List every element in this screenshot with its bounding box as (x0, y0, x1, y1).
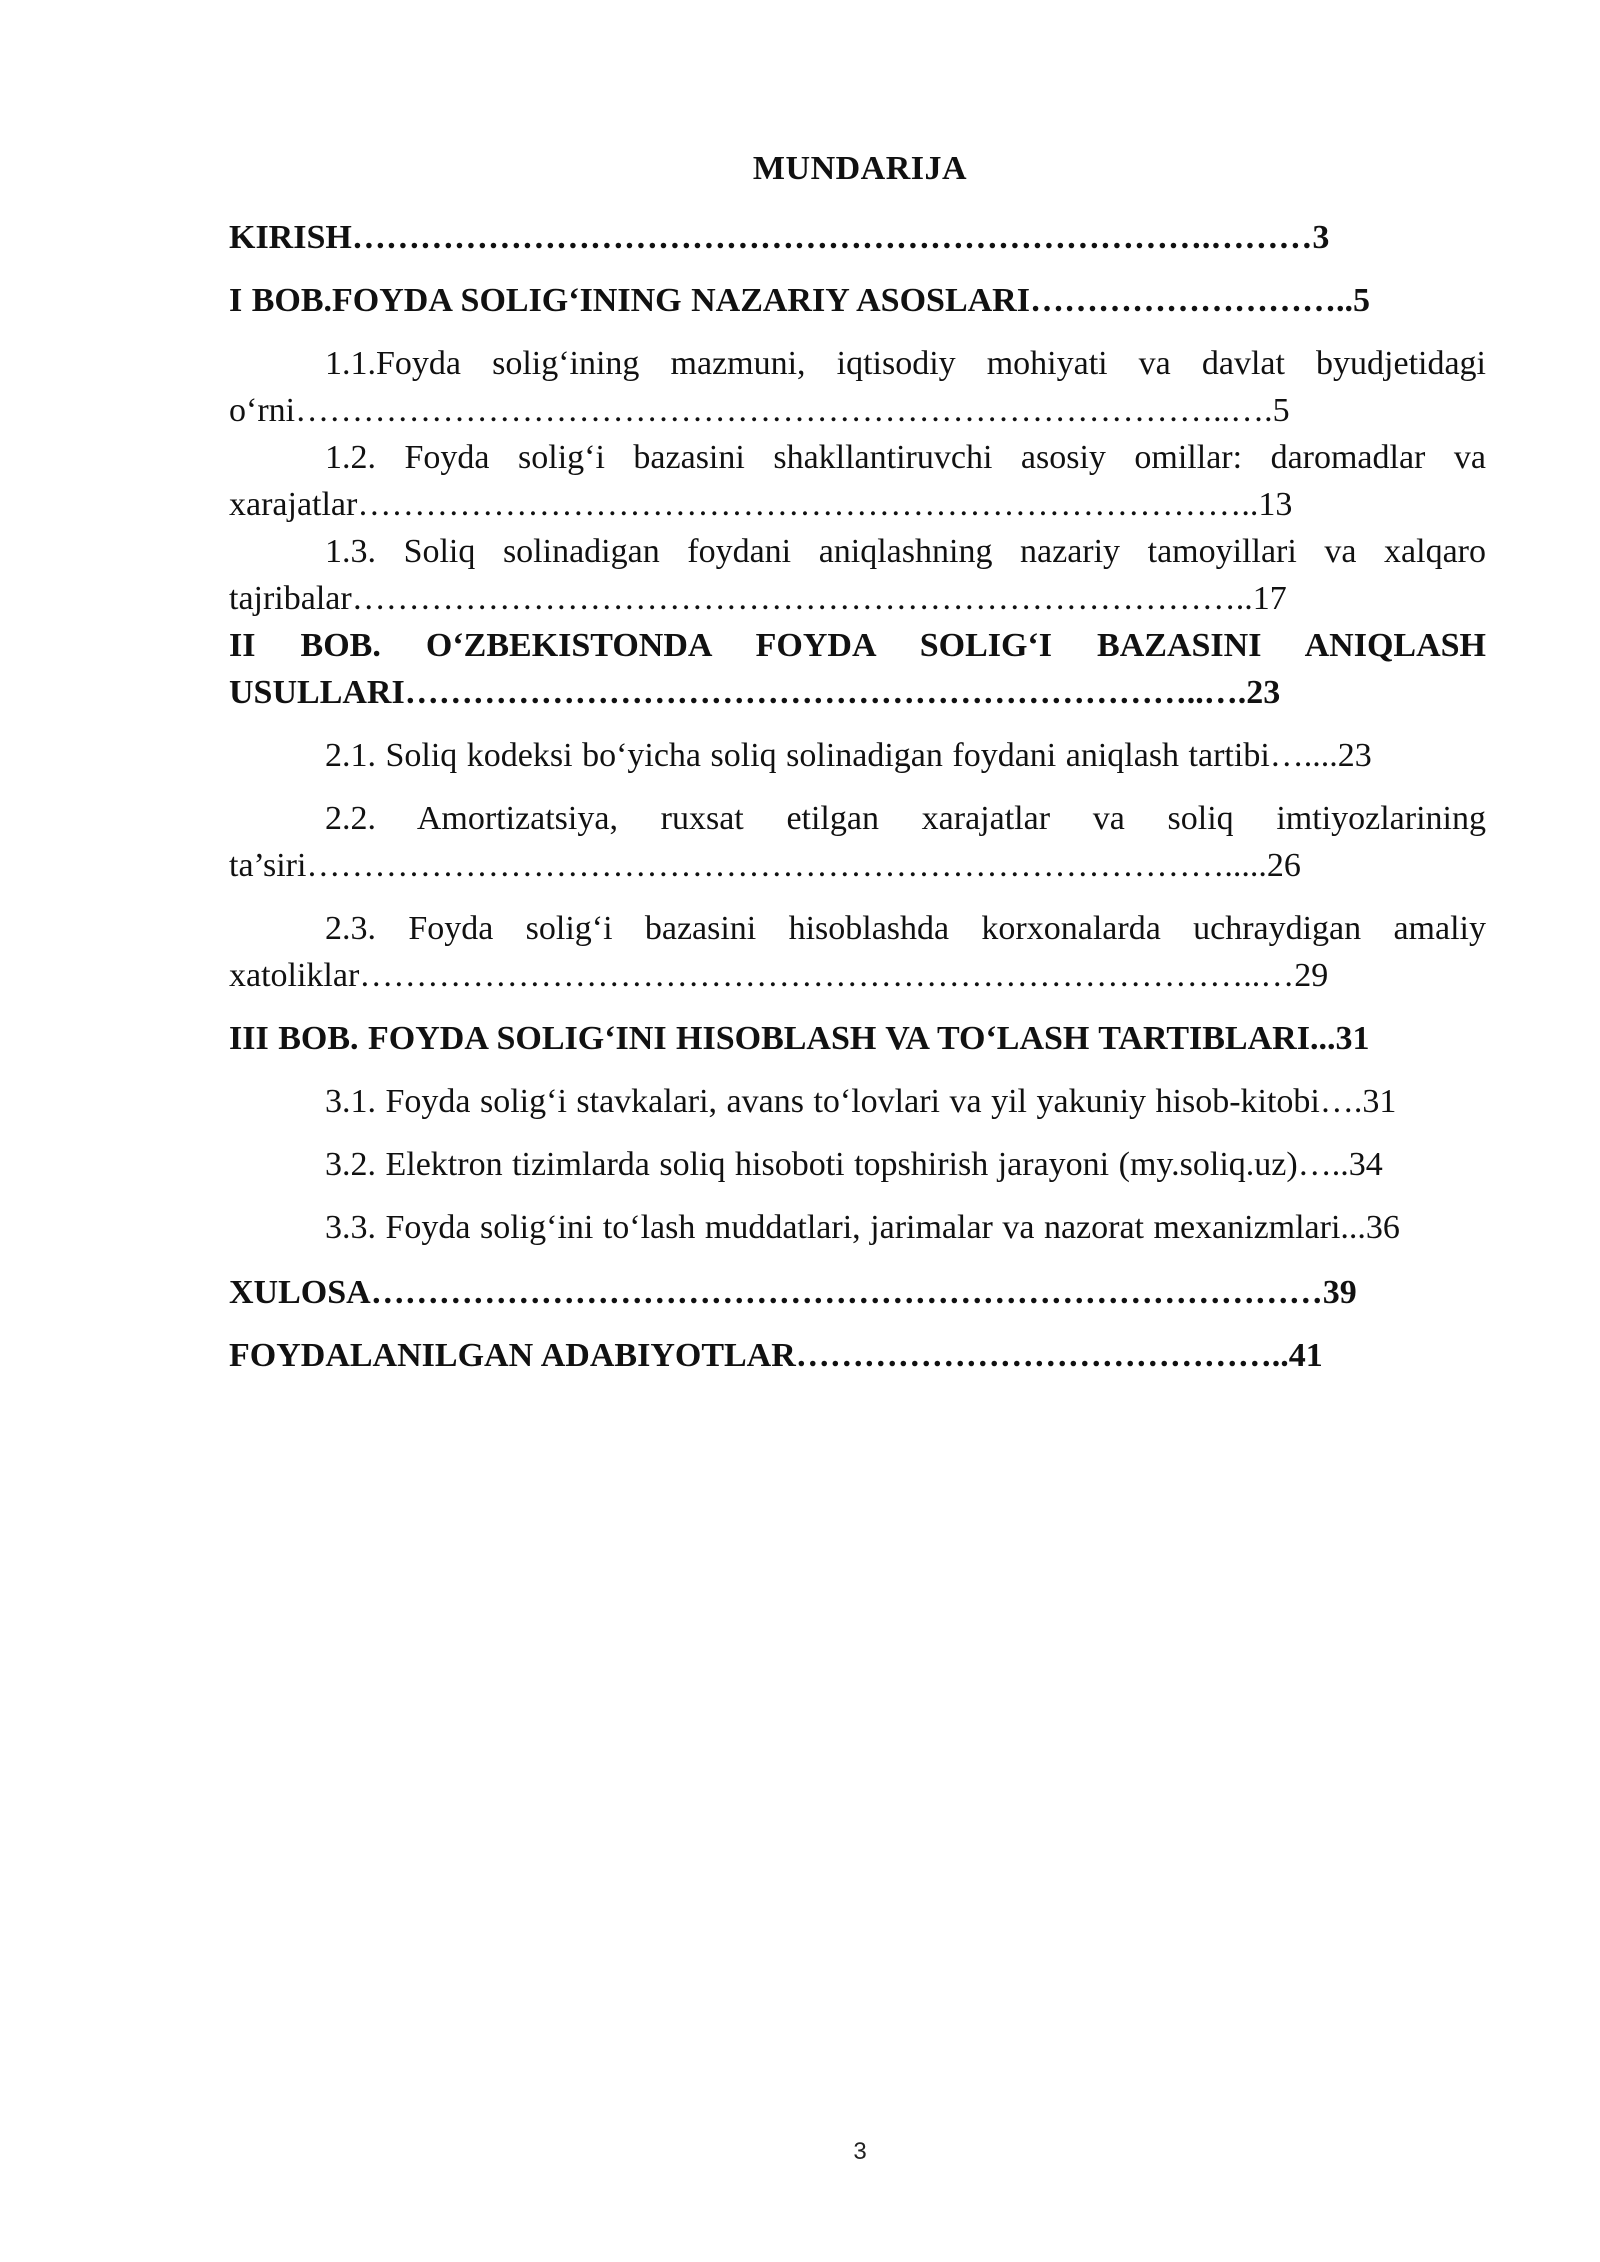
toc-entry-section-3-3: 3.3. Foyda solig‘ini to‘lash muddatlari, jarimalar va nazorat mexanizmlari...36 (325, 1209, 1400, 1246)
table-of-contents (229, 214, 1486, 1379)
toc-entry-section-1-3: 1.3. Soliq solinadigan foydani aniqlashning nazariy tamoyillari va xalqaro tajribalar……………………………………………………………………..17 (229, 533, 1486, 617)
toc-entry-section-3-2: 3.2. Elektron tizimlarda soliq hisoboti topshirish jarayoni (my.soliq.uz)…..34 (325, 1146, 1383, 1183)
toc-entry-section-1-2: 1.2. Foyda solig‘i bazasini shakllantiruvchi asosiy omillar: daromadlar va xarajatlar……………………………………………………………………..13 (229, 439, 1486, 523)
toc-entry-conclusion: XULOSA…………………………………………………………………………39 (229, 1274, 1357, 1311)
toc-entry-chapter-1: I BOB.FOYDA SOLIG‘INING NAZARIY ASOSLARI………………………..5 (229, 282, 1370, 319)
toc-entry-section-2-3: 2.3. Foyda solig‘i bazasini hisoblashda korxonalarda uchraydigan amaliy xatoliklar……………………………………………………………………..…29 (229, 910, 1486, 994)
toc-entry-section-1-1: 1.1.Foyda solig‘ining mazmuni, iqtisodiy mohiyati va davlat byudjetidagi o‘rni………………………………………………………………………..….5 (229, 345, 1486, 429)
toc-entry-section-3-1: 3.1. Foyda solig‘i stavkalari, avans to‘lovlari va yil yakuniy hisob-kitobi….31 (325, 1083, 1397, 1120)
toc-entry-references: FOYDALANILGAN ADABIYOTLAR……………………………………..41 (229, 1337, 1323, 1374)
toc-entry-section-2-1: 2.1. Soliq kodeksi bo‘yicha soliq solinadigan foydani aniqlash tartibi…....23 (325, 737, 1372, 774)
toc-entry-introduction: KIRISH………………………………………………………………….………3 (229, 219, 1330, 256)
document-title: MUNDARIJA (752, 150, 968, 187)
page-number: 3 (853, 2138, 867, 2165)
toc-entry-chapter-3: III BOB. FOYDA SOLIG‘INI HISOBLASH VA TO‘LASH TARTIBLARI...31 (229, 1020, 1370, 1057)
toc-entry-chapter-2: II BOB. O‘ZBEKISTONDA FOYDA SOLIG‘I BAZASINI ANIQLASH USULLARI……………………………………………………………..….23 (229, 627, 1486, 711)
toc-entry-section-2-2: 2.2. Amortizatsiya, ruxsat etilgan xarajatlar va soliq imtiyozlarining ta’siri……………………………………………………………………….....26 (229, 800, 1486, 884)
